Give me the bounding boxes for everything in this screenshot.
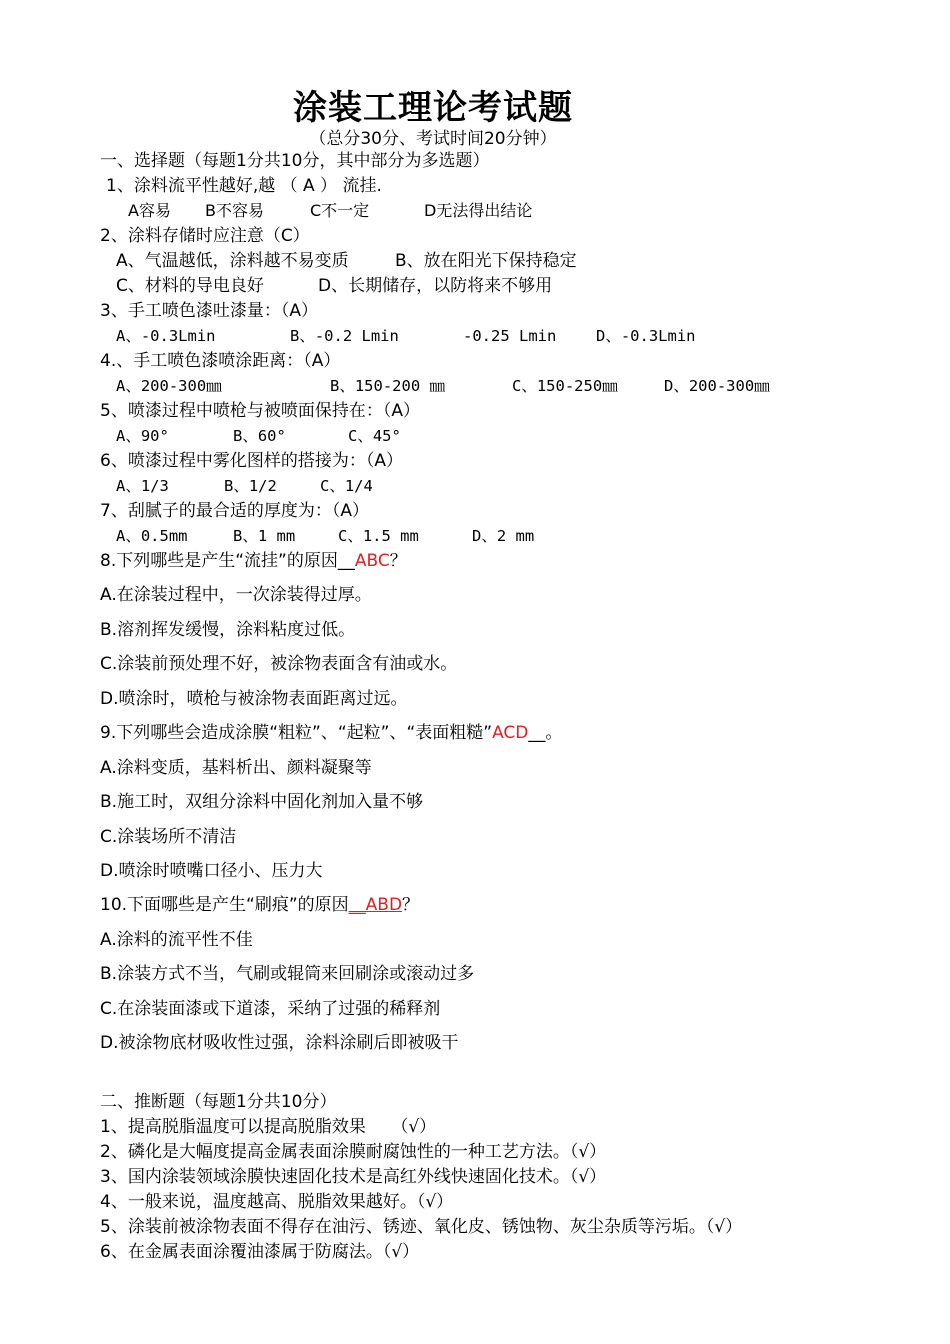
q2-opt-d: D、长期储存，以防将来不够用 — [318, 276, 553, 296]
judge-item-3: 3、国内涂装领域涂膜快速固化技术是高红外线快速固化技术。（√） — [100, 1167, 607, 1187]
q7-opt-b: B、1 mm — [233, 527, 296, 545]
q9-answer: ACD — [492, 723, 529, 743]
q9-opt-b: B.施工时，双组分涂料中固化剂加入量不够 — [100, 792, 424, 812]
q1-opt-b: B不容易 — [205, 201, 264, 220]
q7-opt-a: A、0.5mm — [116, 527, 188, 545]
judge-item-2: 2、磷化是大幅度提高金属表面涂膜耐腐蚀性的一种工艺方法。（√） — [100, 1142, 607, 1162]
q7-opt-c: C、1.5 mm — [338, 527, 419, 545]
q3-opt-b: B、-0.2 Lmin — [290, 327, 399, 345]
q9-stem — [100, 722, 562, 744]
q8-opt-b: B.溶剂挥发缓慢，涂料粘度过低。 — [100, 620, 356, 640]
q2-opt-c: C、材料的导电良好 — [116, 276, 264, 296]
q8-text: 8.下列哪些是产生“流挂”的原因 — [100, 551, 338, 571]
q5-opt-a: A、90° — [116, 427, 169, 445]
q8-opt-a: A.在涂装过程中，一次涂装得过厚。 — [100, 585, 372, 605]
q9-opt-c: C.涂装场所不清洁 — [100, 827, 237, 847]
q8-opt-c: C.涂装前预处理不好，被涂物表面含有油或水。 — [100, 654, 458, 674]
q10-stem — [100, 894, 419, 916]
judge-item-6: 6、在金属表面涂覆油漆属于防腐法。（√） — [100, 1242, 420, 1262]
judge-item-5: 5、涂装前被涂物表面不得存在油污、锈迹、氧化皮、锈蚀物、灰尘杂质等污垢。（√） — [100, 1217, 743, 1237]
q4-opt-a: A、200-300㎜ — [116, 377, 222, 395]
q4-opt-b: B、150-200 ㎜ — [330, 377, 445, 395]
q5-opt-b: B、60° — [233, 427, 286, 445]
q8-blank: __ — [337, 551, 355, 571]
q7-opt-d: D、2 mm — [472, 527, 535, 545]
q6-opt-c: C、1/4 — [320, 477, 373, 495]
q6-opt-b: B、1/2 — [224, 477, 277, 495]
q1-opt-c: C不一定 — [310, 201, 370, 220]
q9-opt-a: A.涂料变质，基料析出、颜料凝聚等 — [100, 758, 372, 778]
q5-stem: 5、喷漆过程中喷枪与被喷面保持在：（A） — [100, 401, 420, 421]
q8-stem — [100, 550, 407, 572]
q5-opt-c: C、45° — [348, 427, 401, 445]
q1-stem: 1、涂料流平性越好,越 （ A ） 流挂. — [106, 176, 382, 196]
q2-opt-a: A、气温越低，涂料越不易变质 — [116, 251, 349, 271]
q10-answer: __ABD — [348, 895, 403, 915]
q9-end: 。 — [545, 723, 563, 743]
q3-opt-d: D、-0.3Lmin — [596, 327, 696, 345]
q3-opt-a: A、-0.3Lmin — [116, 327, 216, 345]
q10-opt-a: A.涂料的流平性不佳 — [100, 930, 253, 950]
q4-stem: 4.、手工喷色漆喷涂距离：（A） — [100, 351, 341, 371]
q6-stem: 6、喷漆过程中雾化图样的搭接为：（A） — [100, 451, 403, 471]
judge-item-4: 4、一般来说，温度越高、脱脂效果越好。（√） — [100, 1192, 454, 1212]
page-subtitle: （总分30分、考试时间20分钟） — [309, 129, 557, 149]
q2-stem: 2、涂料存储时应注意（C） — [100, 226, 310, 246]
q4-opt-d: D、200-300㎜ — [664, 377, 770, 395]
q2-opt-b: B、放在阳光下保持稳定 — [395, 251, 577, 271]
q10-opt-b: B.涂装方式不当，气刷或辊筒来回刷涂或滚动过多 — [100, 964, 475, 984]
q8-end: ？ — [389, 551, 407, 571]
q3-stem: 3、手工喷色漆吐漆量：（A） — [100, 301, 318, 321]
q10-opt-c: C.在涂装面漆或下道漆，采纳了过强的稀释剂 — [100, 999, 441, 1019]
q9-blank: __ — [528, 723, 546, 743]
judge-item-1: 1、提高脱脂温度可以提高脱脂效果 （√） — [100, 1117, 437, 1137]
q3-opt-c: -0.25 Lmin — [463, 327, 557, 345]
q9-opt-d: D.喷涂时喷嘴口径小、压力大 — [100, 861, 323, 881]
q10-text: 10.下面哪些是产生“刷痕”的原因 — [100, 895, 349, 915]
page-title: 涂装工理论考试题 — [293, 88, 573, 128]
q4-opt-c: C、150-250㎜ — [512, 377, 618, 395]
q6-opt-a: A、1/3 — [116, 477, 169, 495]
section1-heading: 一、选择题（每题1分共10分，其中部分为多选题） — [100, 151, 490, 171]
q1-opt-d: D无法得出结论 — [424, 201, 533, 220]
q1-opt-a: A容易 — [128, 201, 171, 220]
q7-stem: 7、刮腻子的最合适的厚度为：（A） — [100, 501, 369, 521]
q9-text: 9.下列哪些会造成涂膜“粗粒”、“起粒”、“表面粗糙” — [100, 723, 493, 743]
q10-end: ？ — [402, 895, 420, 915]
q8-answer: ABC — [354, 551, 390, 571]
q10-opt-d: D.被涂物底材吸收性过强，涂料涂刷后即被吸干 — [100, 1033, 459, 1053]
section2-heading: 二、推断题（每题1分共10分） — [100, 1092, 337, 1112]
q8-opt-d: D.喷涂时，喷枪与被涂物表面距离过远。 — [100, 689, 408, 709]
